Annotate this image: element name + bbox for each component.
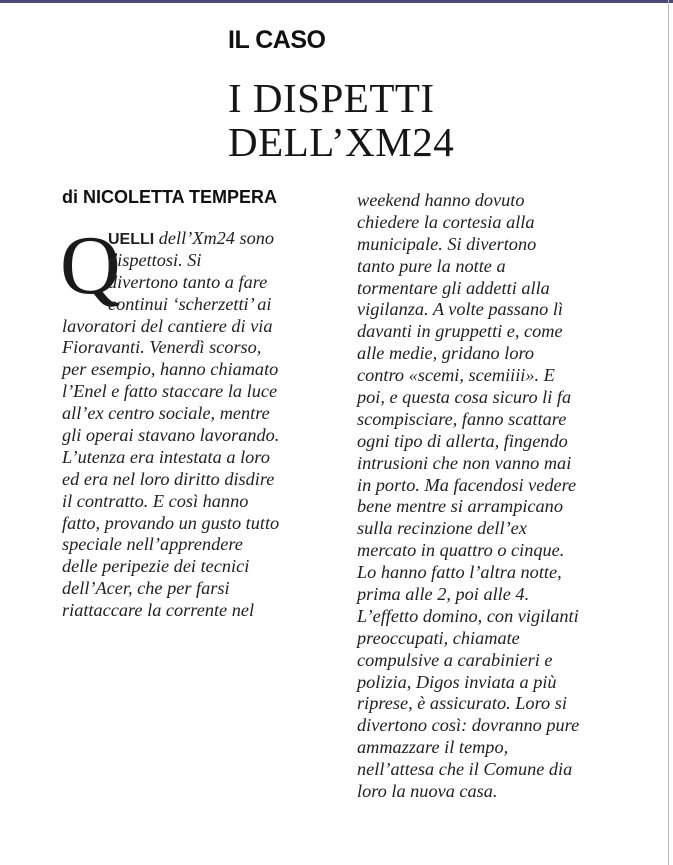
body-line (62, 228, 330, 250)
body-line: municipale. Si divertono (357, 233, 537, 254)
body-line: lavoratori del cantiere di via (62, 315, 273, 336)
body-line: per esempio, hanno chiamato (62, 359, 279, 380)
body-text: dell’Xm24 sono (154, 228, 275, 248)
body-line: preoccupati, chiamate (357, 627, 520, 648)
body-line: dell’Acer, che per farsi (62, 578, 230, 599)
body-line: speciale nell’apprendere (62, 534, 243, 555)
body-line: scompisciare, fanno scattare (357, 408, 567, 429)
body-line: intrusioni che non vanno mai (357, 452, 572, 473)
body-line: davanti in gruppetti e, come (357, 321, 563, 342)
body-line: alle medie, gridano loro (357, 343, 535, 364)
body-column-left (60, 219, 330, 622)
body-line: contro «scemi, scemiiii». E (357, 365, 555, 386)
body-line: ed era nel loro diritto disdire (62, 468, 275, 489)
body-line: dispettosi. Si (108, 249, 202, 270)
body-line: riprese, è assicurato. Loro si (357, 693, 567, 714)
body-line: sulla recinzione dell’ex (357, 518, 527, 539)
body-line: in porto. Ma facendosi vedere (357, 474, 577, 495)
headline (228, 76, 648, 164)
body-line: all’ex centro sociale, mentre (62, 403, 270, 424)
body-line: L’effetto domino, con vigilanti (357, 605, 579, 626)
body-line: ogni tipo di allerta, fingendo (357, 430, 568, 451)
body-line: l’Enel e fatto staccare la luce (62, 381, 278, 402)
lead-word: UELLI (108, 231, 155, 248)
body-line: chiedere la cortesia alla (357, 211, 535, 232)
body-column-right (357, 190, 637, 803)
body-line: weekend hanno dovuto (357, 190, 525, 210)
body-line: vigilanza. A volte passano lì (357, 299, 564, 320)
headline-line-1: I DISPETTI (228, 75, 435, 121)
body-line: L’utenza era intestata a loro (62, 446, 270, 467)
body-line: polizia, Digos inviata a più (357, 671, 557, 692)
body-line: loro la nuova casa. (357, 781, 498, 802)
body-line: Fioravanti. Venerdì scorso, (62, 337, 262, 358)
right-border-rule (668, 0, 669, 865)
body-line: divertono così: dovranno pure (357, 715, 580, 736)
body-line: fatto, provando un gusto tutto (62, 512, 280, 533)
top-border-rule (0, 0, 673, 3)
body-line: compulsive a carabinieri e (357, 649, 553, 670)
body-line: divertono tanto a fare (108, 271, 268, 292)
body-line: riattaccare la corrente nel (62, 600, 255, 621)
body-line: tormentare gli addetti alla (357, 277, 550, 298)
body-line: bene mentre si arrampicano (357, 496, 563, 517)
body-line: delle peripezie dei tecnici (62, 556, 250, 577)
body-line: gli operai stavano lavorando. (62, 425, 280, 446)
body-line: prima alle 2, poi alle 4. (357, 584, 530, 605)
body-line: continui ‘scherzetti’ ai (108, 293, 272, 314)
section-kicker: IL CASO (228, 26, 326, 54)
body-line: ammazzare il tempo, (357, 737, 509, 758)
byline: di NICOLETTA TEMPERA (62, 187, 277, 207)
headline-line-2: DELL’XM24 (228, 119, 455, 165)
drop-cap: Q (60, 219, 121, 312)
body-line: tanto pure la notte a (357, 255, 506, 276)
body-line: poi, e questa cosa sicuro li fa (357, 387, 572, 408)
body-line: Lo hanno fatto l’altra notte, (357, 562, 562, 583)
body-line: nell’attesa che il Comune dia (357, 759, 573, 780)
body-line: il contratto. E così hanno (62, 490, 249, 511)
body-line: mercato in quattro o cinque. (357, 540, 565, 561)
